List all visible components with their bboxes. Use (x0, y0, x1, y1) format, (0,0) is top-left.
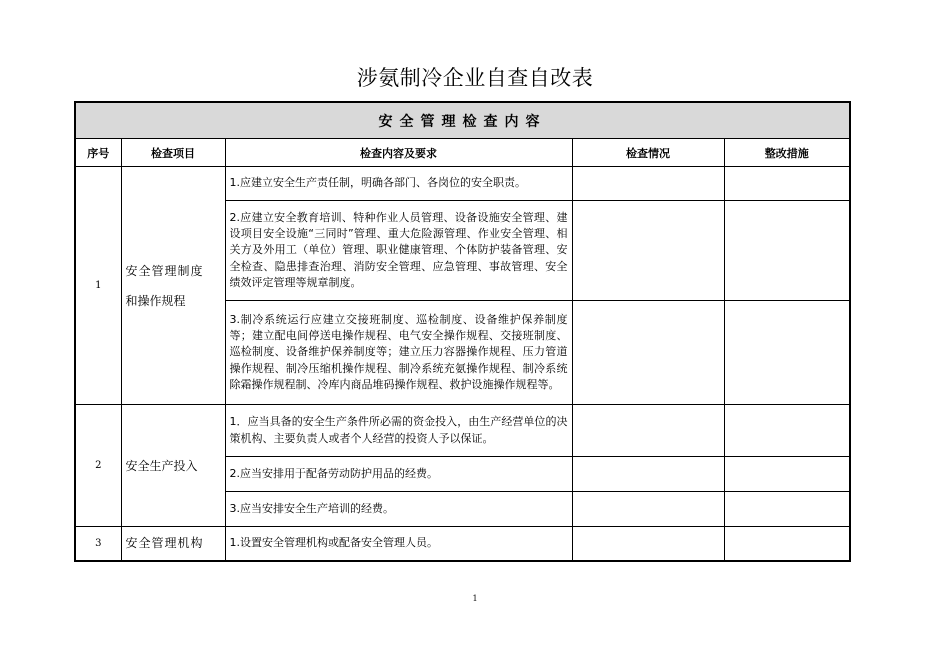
row-item-1 (121, 167, 225, 405)
requirement-2-3: 3.应当安排安全生产培训的经费。 (225, 492, 572, 527)
status-cell[interactable] (572, 492, 724, 527)
header-seq: 序号 (75, 139, 121, 167)
row-item-3: 安全管理机构 (121, 527, 225, 561)
status-cell[interactable] (572, 405, 724, 457)
status-cell[interactable] (572, 201, 724, 301)
header-item: 检查项目 (121, 139, 225, 167)
measures-cell[interactable] (724, 167, 850, 201)
measures-cell[interactable] (724, 527, 850, 561)
header-requirement: 检查内容及要求 (225, 139, 572, 167)
measures-cell[interactable] (724, 457, 850, 492)
requirement-1-3: 3.制冷系统运行应建立交接班制度、巡检制度、设备维护保养制度等；建立配电间停送电操作规程、电气安全操作规程、交接班制度、巡检制度、设备维护保养制度等；建立压力容器操作规程、压力管道操作规程、制冷压缩机操作规程、制冷系统充氨操作规程、制冷系统除霜操作规程制、冷库内商品堆码操作规程、救护设施操作规程等。 (225, 301, 572, 405)
requirement-3-1: 1.设置安全管理机构或配备安全管理人员。 (225, 527, 572, 561)
status-cell[interactable] (572, 527, 724, 561)
header-status: 检查情况 (572, 139, 724, 167)
row-seq-1: 1 (75, 167, 121, 405)
requirement-1-2: 2.应建立安全教育培训、特种作业人员管理、设备设施安全管理、建设项目安全设施“三同时”管理、重大危险源管理、作业安全管理、相关方及外用工（单位）管理、职业健康管理、个体防护装备管理、安全检查、隐患排查治理、消防安全管理、应急管理、事故管理、安全绩效评定管理等规章制度。 (225, 201, 572, 301)
self-inspection-table (74, 101, 851, 562)
page-title: 涉氨制冷企业自查自改表 (356, 66, 594, 90)
status-cell[interactable] (572, 301, 724, 405)
measures-cell[interactable] (724, 492, 850, 527)
row-item-1-line1: 安全管理制度 (125, 263, 204, 278)
row-seq-3: 3 (75, 527, 121, 561)
table-banner: 安全管理检查内容 (75, 102, 850, 139)
measures-cell[interactable] (724, 405, 850, 457)
requirement-2-2: 2.应当安排用于配备劳动防护用品的经费。 (225, 457, 572, 492)
row-item-2: 安全生产投入 (121, 405, 225, 527)
measures-cell[interactable] (724, 201, 850, 301)
requirement-1-1: 1.应建立安全生产责任制，明确各部门、各岗位的安全职责。 (225, 167, 572, 201)
measures-cell[interactable] (724, 301, 850, 405)
status-cell[interactable] (572, 167, 724, 201)
row-item-1-line2: 和操作规程 (125, 293, 186, 308)
header-measures: 整改措施 (724, 139, 850, 167)
requirement-2-1: 1．应当具备的安全生产条件所必需的资金投入，由生产经营单位的决策机构、主要负责人或者个人经营的投资人予以保证。 (225, 405, 572, 457)
row-seq-2: 2 (75, 405, 121, 527)
page-number: 1 (472, 594, 478, 603)
status-cell[interactable] (572, 457, 724, 492)
